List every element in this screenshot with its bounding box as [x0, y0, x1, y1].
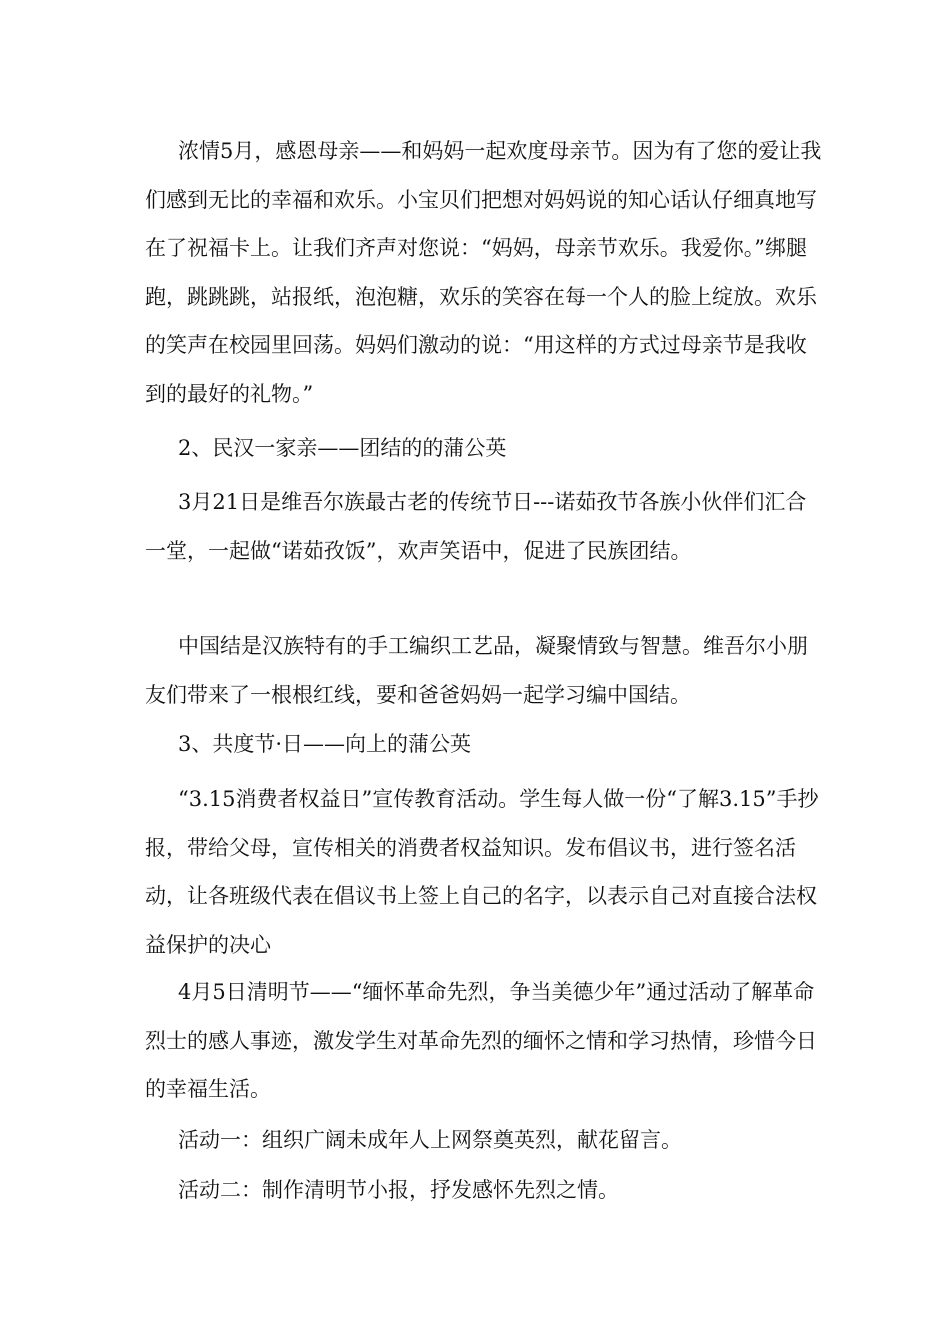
- paragraph-chinese-knot: 中国结是汉族特有的手工编织工艺品，凝聚情致与智慧。维吾尔小朋友们带来了一根根红线，要和爸爸妈妈一起学习编中国结。: [145, 634, 808, 707]
- paragraph-activity-2: 活动二：制作清明节小报，抒发感怀先烈之情。: [178, 1178, 619, 1202]
- paragraph-consumer-rights: “3.15消费者权益日”宣传教育活动。学生每人做一份“了解3.15”手抄报，带给父母，宣传相关的消费者权益知识。发布倡议书，进行签名活动，让各班级代表在倡议书上签上自己的名字，以表示自己对直接合法权益保护的决心: [145, 787, 819, 957]
- paragraph-nowruz: 3月21日是维吾尔族最古老的传统节日---诺茹孜节各族小伙伴们汇合一堂，一起做“诺茹孜饭”，欢声笑语中，促进了民族团结。: [145, 490, 807, 563]
- paragraph-mothers-day: 浓情5月，感恩母亲——和妈妈一起欢度母亲节。因为有了您的爱让我们感到无比的幸福和欢乐。小宝贝们把想对妈妈说的知心话认仔细真地写在了祝福卡上。让我们齐声对您说：“妈妈，母亲节欢乐。我爱你。”绑腿跑，跳跳跳，站报纸，泡泡糖，欢乐的笑容在每一个人的脸上绽放。欢乐的笑声在校园里回荡。妈妈们激动的说：“用这样的方式过母亲节是我收到的最好的礼物。”: [145, 139, 822, 406]
- section-heading-2: 2、民汉一家亲——团结的的蒲公英: [178, 436, 507, 460]
- paragraph-activity-1: 活动一：组织广阔未成年人上网祭奠英烈，献花留言。: [178, 1128, 682, 1152]
- section-heading-3: 3、共度节·日——向上的蒲公英: [178, 732, 472, 756]
- paragraph-qingming: 4月5日清明节——“缅怀革命先烈，争当美德少年”通过活动了解革命烈士的感人事迹，激发学生对革命先烈的缅怀之情和学习热情，珍惜今日的幸福生活。: [145, 980, 817, 1102]
